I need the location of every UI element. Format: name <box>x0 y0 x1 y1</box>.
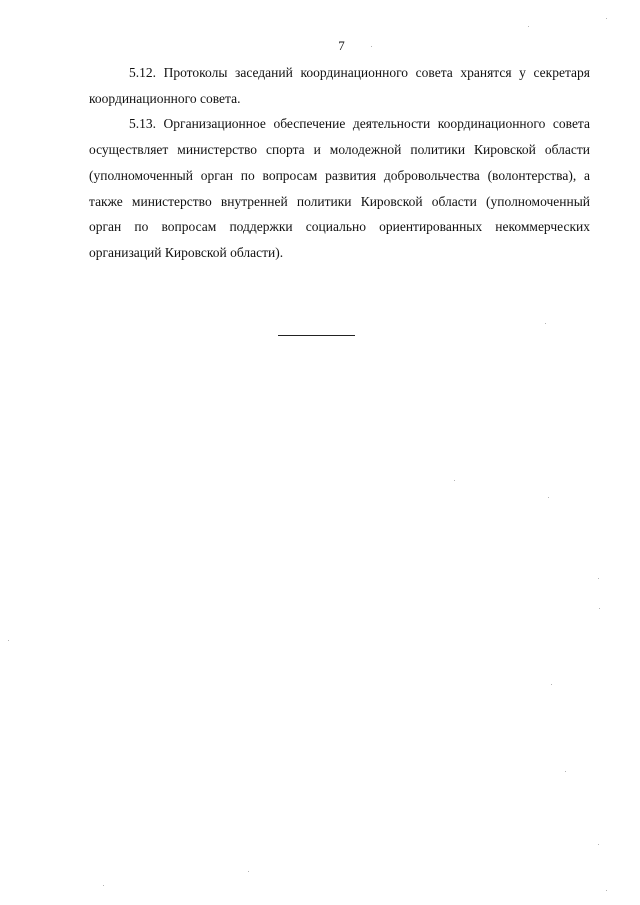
scan-speck <box>606 18 607 19</box>
scan-speck <box>371 46 372 47</box>
scan-speck <box>248 871 249 872</box>
scan-speck <box>551 684 552 685</box>
scan-speck <box>545 323 546 324</box>
scan-speck <box>8 640 9 641</box>
scan-speck <box>598 844 599 845</box>
body-text <box>89 60 590 266</box>
scan-speck <box>598 578 599 579</box>
page-number: 7 <box>338 38 345 53</box>
scan-speck <box>599 608 600 609</box>
scan-speck <box>606 890 607 891</box>
scan-speck <box>565 771 566 772</box>
scan-speck <box>548 497 549 498</box>
paragraph-5-13: 5.13. Организационное обеспечение деятельности координационного совета осуществляет министерство спорта и молодежной политики Кировской области (уполномоченный орган по вопросам развития добровольчества (волонтерства), а также министерство внутренней политики Кировской области (уполномоченный орган по вопросам поддержки социально ориентированных некоммерческих организаций Кировской области). <box>89 116 590 260</box>
paragraph-5-12: 5.12. Протоколы заседаний координационного совета хранятся у секретаря координационного совета. <box>89 65 590 106</box>
end-separator-line <box>278 335 355 336</box>
scan-speck <box>454 480 455 481</box>
scan-speck <box>528 26 529 27</box>
scan-speck <box>103 885 104 886</box>
